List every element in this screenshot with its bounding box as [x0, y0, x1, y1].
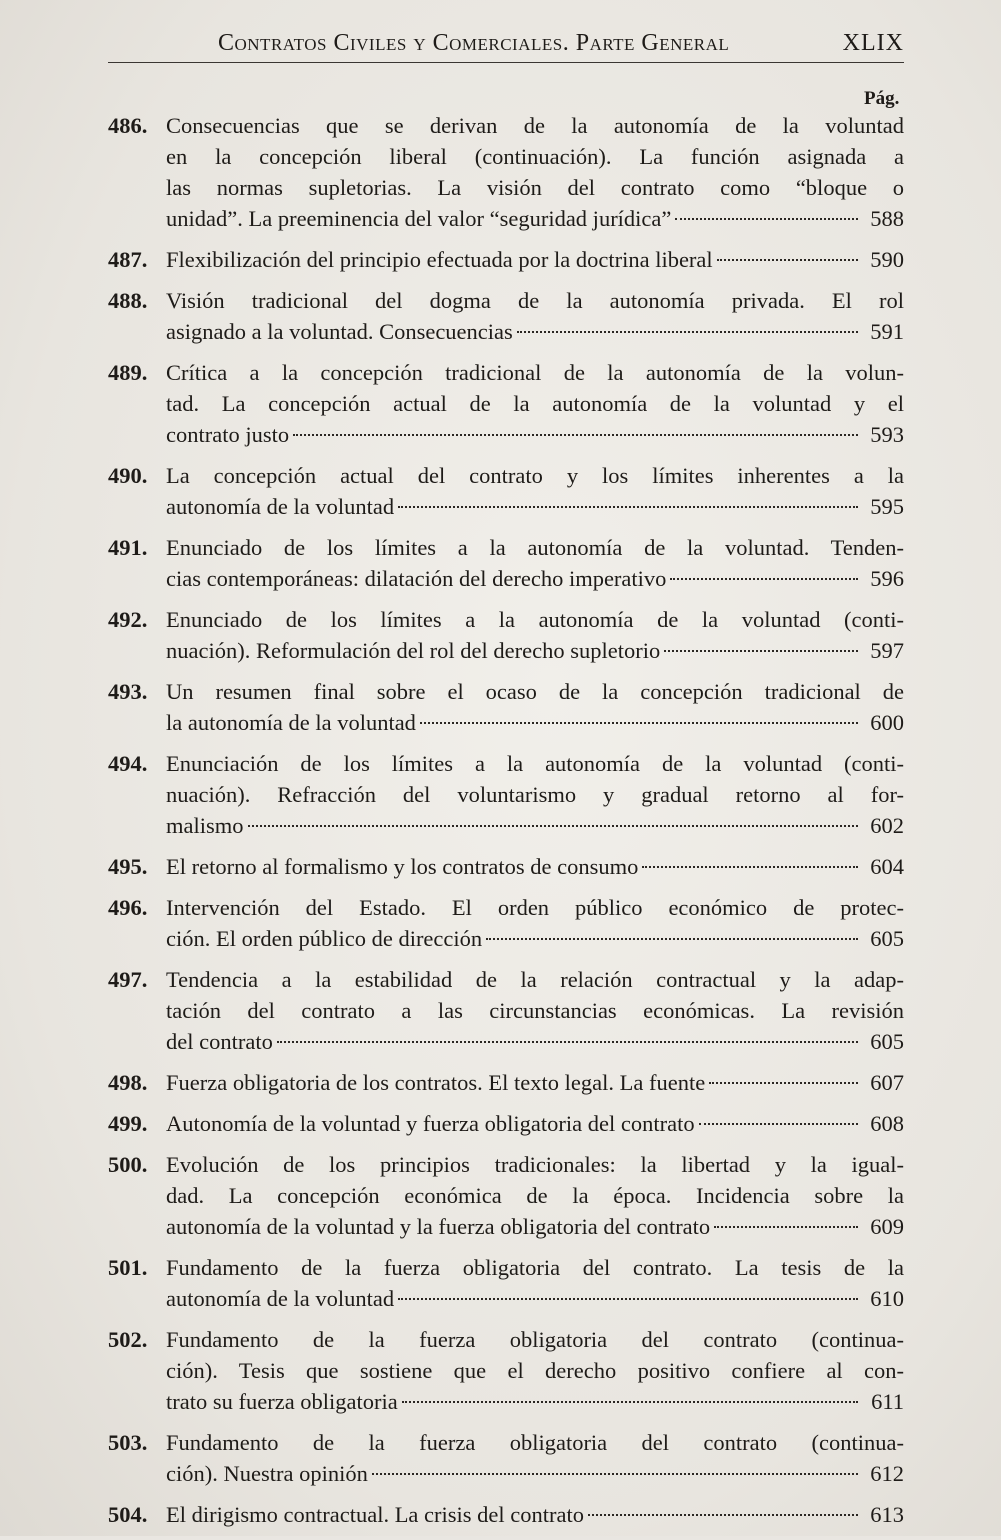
dot-leader	[293, 434, 858, 436]
toc-entry	[108, 676, 904, 738]
toc-entry	[108, 110, 904, 234]
toc-entry-last-text: Fuerza obligatoria de los contratos. El texto legal. La fuente	[166, 1070, 706, 1095]
toc-entry-last-line	[166, 707, 904, 738]
toc-entry-text	[166, 1427, 904, 1489]
toc-entry-last-line	[166, 1067, 904, 1098]
toc-entry-number: 501.	[108, 1255, 148, 1280]
toc-entry-line: las normas supletorias. La visión del contrato como “bloque o	[166, 175, 904, 200]
toc-entry-page: 588	[870, 206, 904, 231]
toc-entry-page: 612	[870, 1461, 904, 1486]
toc-entry-page: 597	[870, 638, 904, 663]
toc-entry-line: nuación). Refracción del voluntarismo y gradual retorno al for-	[166, 782, 904, 807]
toc-entry-last-text: trato su fuerza obligatoria	[166, 1389, 398, 1414]
toc-entry-number: 499.	[108, 1111, 148, 1136]
toc-entry-line: Un resumen final sobre el ocaso de la concepción tradicional de	[166, 679, 904, 704]
toc-entry	[108, 1108, 904, 1139]
dot-leader	[699, 1123, 858, 1125]
toc-entry-last-line	[166, 316, 904, 347]
toc-entry-number: 486.	[108, 113, 148, 138]
toc-entry-text	[166, 851, 904, 882]
toc-entry-line: Visión tradicional del dogma de la autonomía privada. El rol	[166, 288, 904, 313]
toc-entry-number: 488.	[108, 288, 148, 313]
toc-entry-line: Intervención del Estado. El orden público económico de protec-	[166, 895, 904, 920]
toc-entry-page: 605	[870, 926, 904, 951]
toc-entry-text	[166, 110, 904, 234]
toc-entry-text	[166, 532, 904, 594]
toc-entry-line: ción). Tesis que sostiene que el derecho positivo confiere al con-	[166, 1358, 904, 1383]
toc-entry-text	[166, 460, 904, 522]
toc-entry-last-text: asignado a la voluntad. Consecuencias	[166, 319, 513, 344]
toc-entry-last-text: nuación). Reformulación del rol del derecho supletorio	[166, 638, 661, 663]
toc-entry-text	[166, 748, 904, 841]
toc-entry-line: Enunciado de los límites a la autonomía de la voluntad. Tenden-	[166, 535, 904, 560]
toc-entry-last-line	[166, 923, 904, 954]
toc-entry-last-line	[166, 1458, 904, 1489]
toc-entry-line: Evolución de los principios tradicionales: la libertad y la igual-	[166, 1152, 904, 1177]
toc-entry	[108, 1067, 904, 1098]
toc-entry-page: 613	[870, 1502, 904, 1527]
running-header	[108, 30, 904, 63]
toc-entry	[108, 1324, 904, 1417]
toc-entry-line: tación del contrato a las circunstancias económicas. La revisión	[166, 998, 904, 1023]
toc-entry-text	[166, 285, 904, 347]
toc-entry-page: 596	[870, 566, 904, 591]
toc-entry-last-line	[166, 203, 904, 234]
toc-entry-number: 494.	[108, 751, 148, 776]
toc-entry-number: 496.	[108, 895, 148, 920]
toc-entry-number: 489.	[108, 360, 148, 385]
toc-entry-page: 593	[870, 422, 904, 447]
toc-entry-page: 605	[870, 1029, 904, 1054]
toc-entry-last-line	[166, 491, 904, 522]
dot-leader	[398, 1298, 858, 1300]
toc-entry-last-text: Autonomía de la voluntad y fuerza obligatoria del contrato	[166, 1111, 695, 1136]
toc-entry-line: Enunciado de los límites a la autonomía de la voluntad (conti-	[166, 607, 904, 632]
toc-entry-line: tad. La concepción actual de la autonomía de la voluntad y el	[166, 391, 904, 416]
toc-entry-last-text: la autonomía de la voluntad	[166, 710, 416, 735]
toc-entry-text	[166, 357, 904, 450]
toc-entry-number: 492.	[108, 607, 148, 632]
toc-entry-last-text: El dirigismo contractual. La crisis del contrato	[166, 1502, 584, 1527]
dot-leader	[420, 722, 858, 724]
toc-entry	[108, 285, 904, 347]
toc-entry-text	[166, 676, 904, 738]
toc-entry-page: 608	[870, 1111, 904, 1136]
dot-leader	[588, 1514, 858, 1516]
dot-leader	[709, 1082, 858, 1084]
toc-entry-last-line	[166, 1499, 904, 1530]
toc-entry-text	[166, 1067, 904, 1098]
toc-entry	[108, 460, 904, 522]
dot-leader	[675, 218, 858, 220]
toc-entry-number: 504.	[108, 1502, 148, 1527]
toc-entry-text	[166, 1252, 904, 1314]
dot-leader	[248, 825, 859, 827]
toc-entry-line: Fundamento de la fuerza obligatoria del contrato (continua-	[166, 1327, 904, 1352]
toc-entry-line: Tendencia a la estabilidad de la relación contractual y la adap-	[166, 967, 904, 992]
toc-entry-last-text: Flexibilización del principio efectuada por la doctrina liberal	[166, 247, 713, 272]
toc-entry-last-text: El retorno al formalismo y los contratos de consumo	[166, 854, 639, 879]
toc-entry-page: 602	[870, 813, 904, 838]
toc-entry	[108, 1427, 904, 1489]
toc-entry-last-line	[166, 244, 904, 275]
dot-leader	[642, 866, 858, 868]
toc-entry-line: Enunciación de los límites a la autonomía de la voluntad (conti-	[166, 751, 904, 776]
toc-entry-last-text: cias contemporáneas: dilatación del derecho imperativo	[166, 566, 667, 591]
toc-entry-line: La concepción actual del contrato y los límites inherentes a la	[166, 463, 904, 488]
toc-entry-last-line	[166, 635, 904, 666]
toc-entry-last-line	[166, 1386, 904, 1417]
dot-leader	[277, 1041, 858, 1043]
dot-leader	[486, 938, 858, 940]
toc-entry-number: 498.	[108, 1070, 148, 1095]
page-column-label: Pág.	[864, 88, 900, 109]
toc-entry-last-line	[166, 419, 904, 450]
dot-leader	[670, 578, 858, 580]
toc-entry-text	[166, 964, 904, 1057]
toc-entry-text	[166, 1149, 904, 1242]
dot-leader	[517, 331, 858, 333]
dot-leader	[402, 1401, 858, 1403]
toc-entry	[108, 604, 904, 666]
toc-entry-last-line	[166, 851, 904, 882]
toc-entry-line: Fundamento de la fuerza obligatoria del contrato (continua-	[166, 1430, 904, 1455]
dot-leader	[714, 1226, 858, 1228]
toc-entry-page: 591	[870, 319, 904, 344]
toc-entry-text	[166, 1108, 904, 1139]
toc-entry-last-text: ción). Nuestra opinión	[166, 1461, 368, 1486]
toc-entry-number: 487.	[108, 247, 148, 272]
toc-entry-last-line	[166, 1283, 904, 1314]
toc-entry-number: 502.	[108, 1327, 148, 1352]
toc-entry	[108, 892, 904, 954]
toc-entry-last-text: unidad”. La preeminencia del valor “seguridad jurídica”	[166, 206, 672, 231]
toc-entry-line: Crítica a la concepción tradicional de la autonomía de la volun-	[166, 360, 904, 385]
toc-entry-number: 503.	[108, 1430, 148, 1455]
toc-entry	[108, 244, 904, 275]
dot-leader	[398, 506, 858, 508]
toc-entry-last-text: autonomía de la voluntad	[166, 1286, 395, 1311]
toc-entry	[108, 532, 904, 594]
toc-entry-line: en la concepción liberal (continuación). La función asignada a	[166, 144, 904, 169]
header-title: Contratos Civiles y Comerciales. Parte General	[218, 30, 730, 56]
toc-entry	[108, 1252, 904, 1314]
toc-entry-last-line	[166, 1108, 904, 1139]
toc-entry-page: 607	[870, 1070, 904, 1095]
toc-entry-page: 604	[870, 854, 904, 879]
toc-entry-last-line	[166, 563, 904, 594]
toc-entry-number: 500.	[108, 1152, 148, 1177]
toc-entry-number: 491.	[108, 535, 148, 560]
toc-entry	[108, 964, 904, 1057]
toc-entry-last-text: autonomía de la voluntad	[166, 494, 395, 519]
header-page-number: XLIX	[842, 30, 904, 56]
toc-entry-number: 495.	[108, 854, 148, 879]
dot-leader	[717, 259, 858, 261]
toc-entry-page: 609	[870, 1214, 904, 1239]
toc-entry-last-text: contrato justo	[166, 422, 290, 447]
dot-leader	[372, 1473, 858, 1475]
toc-entry-last-text: autonomía de la voluntad y la fuerza obligatoria del contrato	[166, 1214, 711, 1239]
toc-entry-number: 493.	[108, 679, 148, 704]
toc-entry-text	[166, 604, 904, 666]
toc-entry-page: 611	[871, 1389, 904, 1414]
toc-entry-last-text: ción. El orden público de dirección	[166, 926, 483, 951]
toc-entry-text	[166, 892, 904, 954]
toc-entry-page: 595	[870, 494, 904, 519]
toc-entry-last-text: del contrato	[166, 1029, 273, 1054]
toc-entry-number: 490.	[108, 463, 148, 488]
toc-entry-number: 497.	[108, 967, 148, 992]
toc-entry-page: 590	[870, 247, 904, 272]
toc-entry-last-text: malismo	[166, 813, 244, 838]
toc-entry	[108, 1499, 904, 1530]
toc-entry-last-line	[166, 810, 904, 841]
toc-entry-page: 600	[870, 710, 904, 735]
toc-entry	[108, 1149, 904, 1242]
table-of-contents	[108, 110, 904, 1540]
dot-leader	[664, 650, 858, 652]
toc-entry-line: dad. La concepción económica de la época. Incidencia sobre la	[166, 1183, 904, 1208]
toc-entry	[108, 357, 904, 450]
toc-entry	[108, 851, 904, 882]
toc-entry-line: Consecuencias que se derivan de la autonomía de la voluntad	[166, 113, 904, 138]
toc-entry-text	[166, 244, 904, 275]
toc-entry-line: Fundamento de la fuerza obligatoria del contrato. La tesis de la	[166, 1255, 904, 1280]
toc-entry-text	[166, 1499, 904, 1530]
toc-entry-last-line	[166, 1026, 904, 1057]
toc-entry	[108, 748, 904, 841]
toc-entry-page: 610	[870, 1286, 904, 1311]
toc-entry-last-line	[166, 1211, 904, 1242]
toc-entry-text	[166, 1324, 904, 1417]
